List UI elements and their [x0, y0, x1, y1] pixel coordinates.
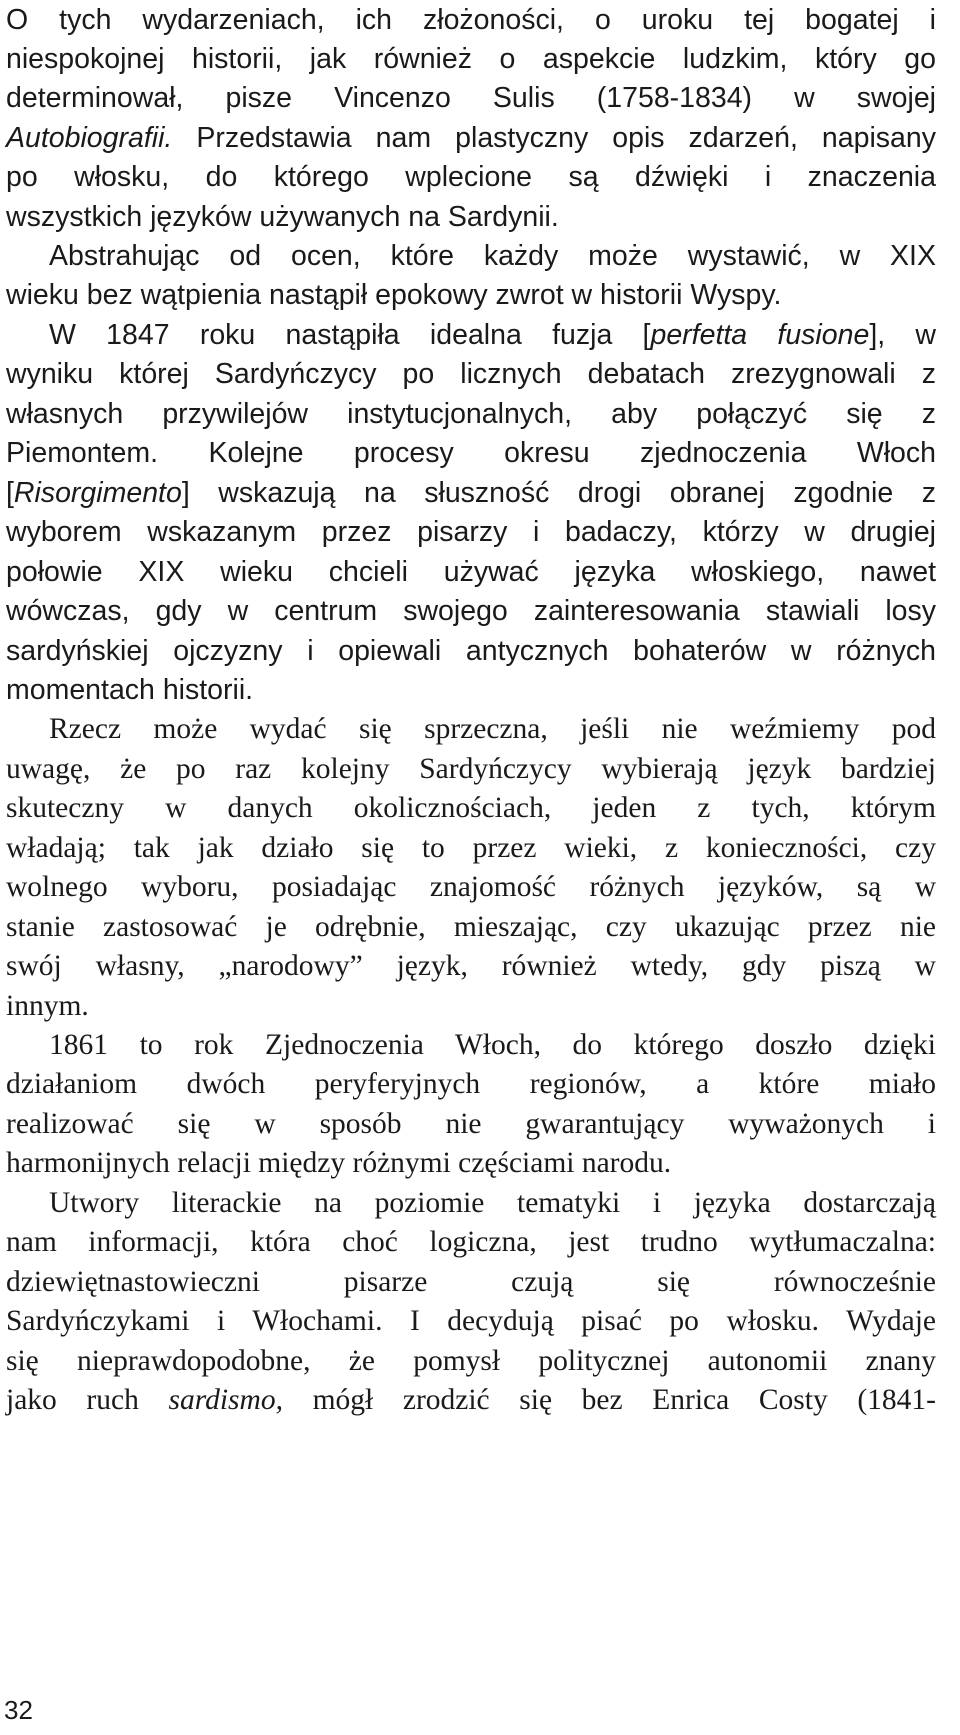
text-line: Utwory literackie na poziomie tematyki i języka dostarczają: [49, 1187, 936, 1219]
text-line: wszystkich języków używanych na Sardynii.: [6, 201, 559, 233]
text-line: władają; tak jak działo się to przez wieki, z konieczności, czy: [6, 832, 936, 864]
italic-term: perfetta fusione: [650, 319, 870, 351]
text-line: swój własny, „narodowy” język, również wtedy, gdy piszą w: [6, 950, 936, 982]
text-line: [Risorgimento] wskazują na słuszność drogi obranej zgodnie z: [6, 477, 936, 509]
text-line: Sardyńczykami i Włochami. I decydują pisać po włosku. Wydaje: [6, 1305, 936, 1337]
text-line: się nieprawdopodobne, że pomysł politycznej autonomii znany: [6, 1345, 936, 1377]
italic-term: sardismo,: [168, 1384, 283, 1416]
text-line: skuteczny w danych okolicznościach, jeden z tych, którym: [6, 792, 936, 824]
text-line: wieku bez wątpienia nastąpił epokowy zwrot w historii Wyspy.: [6, 279, 782, 311]
text-line: wolnego wyboru, posiadając znajomość różnych języków, są w: [6, 871, 936, 903]
text-line: własnych przywilejów instytucjonalnych, aby połączyć się z: [6, 398, 936, 430]
text-line: Autobiografii. Przedstawia nam plastyczny opis zdarzeń, napisany: [6, 122, 936, 154]
text-line: Abstrahując od ocen, które każdy może wystawić, w XIX: [49, 240, 936, 272]
text-line: W 1847 roku nastąpiła idealna fuzja [perfetta fusione], w: [49, 319, 937, 351]
text-line: jako ruch sardismo, mógł zrodzić się bez Enrica Costy (1841-: [6, 1384, 936, 1416]
page-number: 32: [4, 1695, 33, 1725]
text-line: dziewiętnastowieczni pisarze czują się równocześnie: [6, 1266, 936, 1298]
text-line: Rzecz może wydać się sprzeczna, jeśli nie weźmiemy pod: [49, 713, 936, 745]
text-line: wyborem wskazanym przez pisarzy i badaczy, którzy w drugiej: [6, 516, 936, 548]
text-line: po włosku, do którego wplecione są dźwięki i znaczenia: [6, 161, 936, 193]
text-line: harmonijnych relacji między różnymi częściami narodu.: [6, 1147, 672, 1179]
text-line: wówczas, gdy w centrum swojego zainteresowania stawiali losy: [6, 595, 936, 627]
text-line: stanie zastosować je odrębnie, mieszając, czy ukazując przez nie: [6, 911, 936, 943]
text-line: determinował, pisze Vincenzo Sulis (1758-1834) w swojej: [6, 82, 936, 114]
text-line: realizować się w sposób nie gwarantujący wyważonych i: [6, 1108, 936, 1140]
text-line: działaniom dwóch peryferyjnych regionów, a które miało: [6, 1068, 936, 1100]
text-line: wyniku której Sardyńczycy po licznych debatach zrezygnowali z: [6, 358, 936, 390]
italic-term: Risorgimento: [13, 477, 182, 509]
text-line: Piemontem. Kolejne procesy okresu zjednoczenia Włoch: [6, 437, 936, 469]
text-line: O tych wydarzeniach, ich złożoności, o uroku tej bogatej i: [6, 4, 936, 36]
text-line: innym.: [6, 990, 89, 1022]
text-line: uwagę, że po raz kolejny Sardyńczycy wybierają język bardziej: [6, 753, 936, 785]
text-line: nam informacji, która choć logiczna, jest trudno wytłumaczalna:: [6, 1226, 936, 1258]
text-line: momentach historii.: [6, 674, 254, 706]
text-line: połowie XIX wieku chcieli używać języka włoskiego, nawet: [6, 556, 936, 588]
text-line: niespokojnej historii, jak również o aspekcie ludzkim, który go: [6, 43, 936, 75]
text-line: sardyńskiej ojczyzny i opiewali antycznych bohaterów w różnych: [6, 635, 936, 667]
italic-title: Autobiografii.: [6, 122, 173, 154]
text-line: 1861 to rok Zjednoczenia Włoch, do którego doszło dzięki: [49, 1029, 936, 1061]
